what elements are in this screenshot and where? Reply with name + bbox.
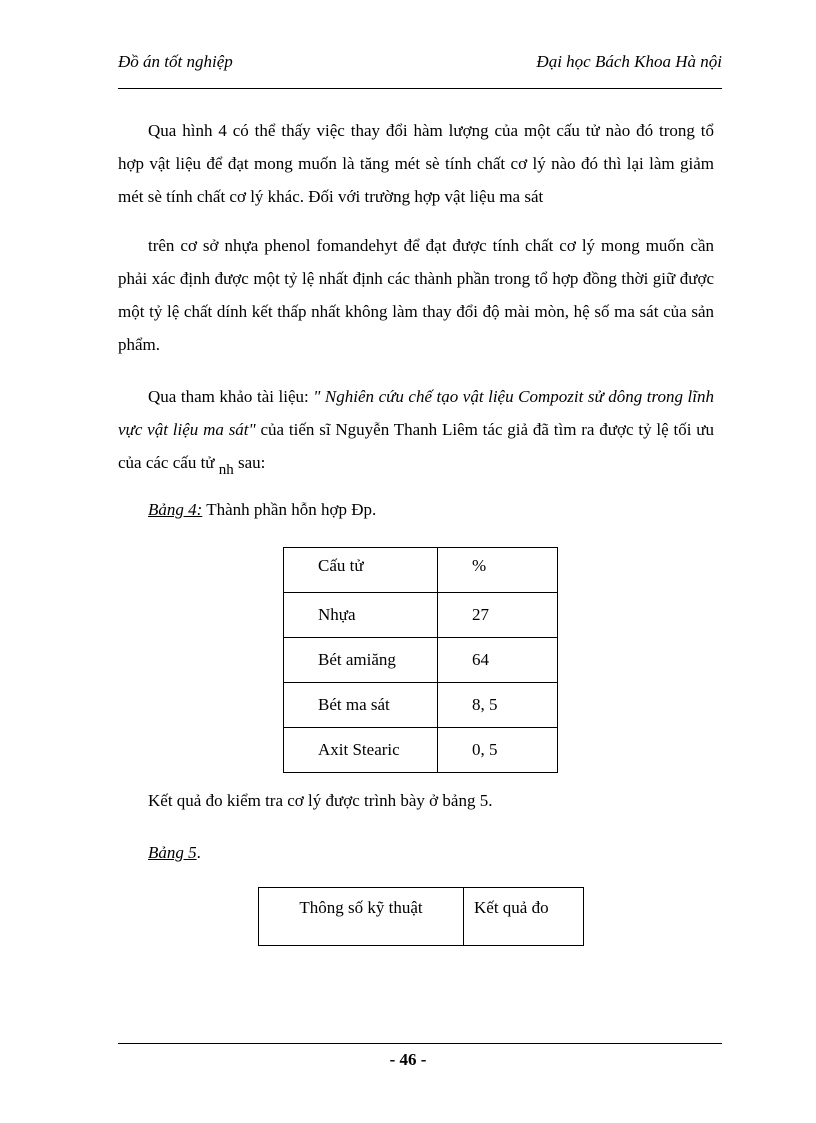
table-4-header-row — [284, 548, 558, 593]
header-right-text: Đại học Bách Khoa Hà nội — [536, 52, 722, 71]
paragraph-3-after: của tiến sĩ Nguyễn Thanh Liêm tác giả đã tìm ra được tỷ lệ tối ưu của các cấu tử — [118, 420, 714, 472]
table-4-header-component: Cấu tử — [284, 548, 438, 593]
table-cell: Axit Stearic — [284, 728, 438, 773]
result-text: Kết quả đo kiểm tra cơ lý được trình bày ở bảng 5. — [148, 791, 493, 810]
table-cell: 8, 5 — [438, 683, 558, 728]
table-cell: Bét amiăng — [284, 638, 438, 683]
paragraph-3-end: sau: — [233, 453, 266, 472]
table-cell: 64 — [438, 638, 558, 683]
paragraph-3-before: Qua tham khảo tài liệu: — [148, 387, 314, 406]
table-row — [284, 638, 558, 683]
table-5-caption — [148, 843, 201, 863]
table-cell: 0, 5 — [438, 728, 558, 773]
paragraph-3 — [118, 380, 714, 481]
table-5 — [258, 887, 584, 946]
paragraph-1: Qua hình 4 có thể thấy việc thay đổi hàm lượng của một cấu tử nào đó trong tổ hợp vật liệu để đạt mong muốn là tăng mét sè tính chất cơ lý nào đó thì lại làm giảm mét sè tính chất cơ lý khác. Đối với trường hợp vật liệu ma sát — [118, 121, 714, 206]
table-cell: Bét ma sát — [284, 683, 438, 728]
table-5-header-spec: Thông số kỹ thuật — [259, 888, 464, 946]
table-row — [284, 593, 558, 638]
table-cell: Nhựa — [284, 593, 438, 638]
page-header — [118, 50, 722, 89]
table-4 — [283, 547, 558, 773]
table-4-header-percent: % — [438, 548, 558, 593]
paragraph-3-subscript: nh — [218, 462, 234, 478]
table-5-suffix: . — [196, 843, 201, 862]
page-number: - 46 - — [389, 1050, 427, 1069]
table-4-title: Thành phần hỗn hợp Đp. — [202, 500, 377, 519]
table-4-label: Bảng 4: — [148, 500, 203, 519]
reference-title: " Nghiên cứu chế tạo vật liệu Compozit sử dông trong lĩnh vực vật liệu ma sát" — [118, 387, 714, 439]
table-row — [284, 683, 558, 728]
table-5-header-result: Kết quả đo — [464, 888, 584, 946]
table-4-caption — [148, 500, 376, 520]
table-cell: 27 — [438, 593, 558, 638]
header-left-text: Đồ án tốt nghiệp — [118, 52, 233, 71]
footer-rule — [118, 1043, 722, 1044]
paragraph-2: trên cơ sở nhựa phenol fomandehyt để đạt được tính chất cơ lý mong muốn cần phải xác định được một tỷ lệ nhất định các thành phần trong tổ hợp đồng thời giữ được một tỷ lệ chất dính kết thấp nhất không làm thay đổi độ mài mòn, hệ số ma sát của sản phẩm. — [118, 236, 714, 354]
table-5-label: Bảng 5 — [148, 843, 197, 862]
table-row — [284, 728, 558, 773]
table-5-header-row — [259, 888, 584, 946]
